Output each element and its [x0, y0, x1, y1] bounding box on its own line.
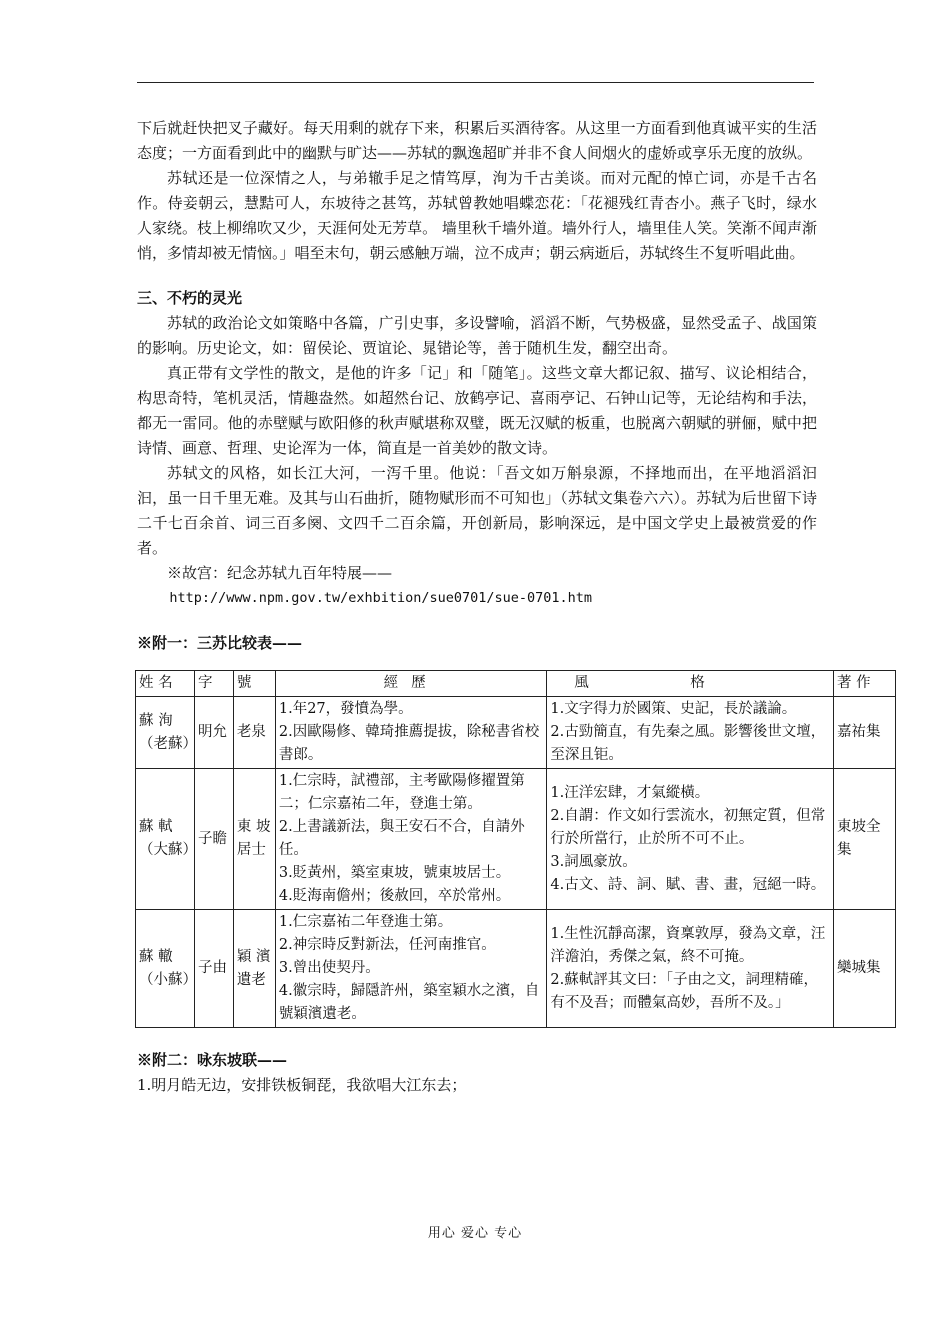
cell-fengge: 1.生性沉靜高潔，資稟敦厚，發為文章，汪洋澹泊，秀傑之氣，終不可掩。 2.蘇軾評其文曰：「子由之文，詞理精確，有不及吾；而體氣高妙，吾所不及。」: [547, 910, 834, 1028]
paragraph-deep-affection: 苏轼还是一位深情之人，与弟辙手足之情笃厚，洵为千古美谈。而对元配的悼亡词，亦是千古名作。侍妾朝云，慧黠可人，东坡待之甚笃，苏轼曾教她唱蝶恋花：「花褪残红青杏小。燕子飞时，绿水人家绕。枝上柳绵吹又少，天涯何处无芳草。 墙里秋千墙外道。墙外行人，墙里佳人笑。笑渐不闻声渐悄，多情却被无情恼。」唱至末句，朝云感触万端，泣不成声；朝云病逝后，苏轼终生不复听唱此曲。: [137, 169, 817, 262]
source-url[interactable]: http://www.npm.gov.tw/exhbition/sue0701/sue-0701.htm: [169, 590, 593, 606]
paragraph-literary-prose: 真正带有文学性的散文，是他的许多「记」和「随笔」。这些文章大都记叙、描写、议论相结合，构思奇特，笔机灵活，情趣盎然。如超然台记、放鹤亭记、喜雨亭记、石钟山记等，无论结构和手法，都无一雷同。他的赤壁赋与欧阳修的秋声赋堪称双璧，既无汉赋的板重，也脱离六朝赋的骈俪，赋中把诗情、画意、哲理、史论浑为一体，简直是一首美妙的散文诗。: [137, 364, 817, 457]
header-hao: 號: [233, 671, 275, 697]
comparison-table: [135, 670, 896, 1028]
header-rule: [137, 82, 814, 83]
couplet-line: 1.明月皓无边，安排铁板铜琵，我欲唱大江东去；: [137, 1076, 467, 1094]
cell-works: 東坡全集: [834, 769, 896, 910]
cell-zi: 子由: [194, 910, 233, 1028]
cell-fengge: 1.文字得力於國策、史記，長於議論。 2.古勁簡直，有先秦之風。影響後世文壇，至深且钜。: [547, 697, 834, 769]
cell-name: 蘇 洵 （老蘇）: [136, 697, 195, 769]
table-row: [136, 769, 896, 910]
header-works: 著 作: [834, 671, 896, 697]
cell-hao: 東 坡 居士: [233, 769, 275, 910]
paragraph-continuation: 下后就赶快把叉子藏好。每天用剩的就存下来，积累后买酒待客。从这里一方面看到他真诚平实的生活态度；一方面看到此中的幽默与旷达——苏轼的飘逸超旷并非不食人间烟火的虚娇或享乐无度的放纵。: [137, 119, 817, 162]
cell-jingli: 1.仁宗時，試禮部，主考歐陽修擢置第二；仁宗嘉祐二年，登進士第。 2.上書議新法，與王安石不合，自請外任。 3.貶黃州，築室東坡，號東坡居士。 4.貶海南儋州；後赦回，卒於常州。: [275, 769, 547, 910]
document-body: [137, 116, 881, 1098]
appendix2-heading: ※附二：咏东坡联——: [137, 1051, 288, 1069]
cell-zi: 子瞻: [194, 769, 233, 910]
page-footer: 用心 爱心 专心: [427, 1226, 523, 1241]
table-header-row: [136, 671, 896, 697]
header-jingli: 經歷: [275, 671, 547, 697]
cell-jingli: 1.仁宗嘉祐二年登進士第。 2.神宗時反對新法，任河南推官。 3.曾出使契丹。 4.徽宗時，歸隱許州，築室穎水之濱，自號穎濱遺老。: [275, 910, 547, 1028]
appendix1-heading: ※附一：三苏比较表——: [137, 634, 303, 652]
cell-name: 蘇 轍 （小蘇）: [136, 910, 195, 1028]
cell-name: 蘇 軾 （大蘇）: [136, 769, 195, 910]
cell-fengge: 1.汪洋宏肆，才氣縱橫。 2.自謂：作文如行雲流水，初無定質，但常行於所當行，止於所不可不止。 3.詞風豪放。 4.古文、詩、詞、賦、書、畫，冠絕一時。: [547, 769, 834, 910]
cell-jingli: 1.年27，發憤為學。 2.因歐陽修、韓琦推薦提拔，除秘書省校書郎。: [275, 697, 547, 769]
table-row: [136, 697, 896, 769]
cell-works: 欒城集: [834, 910, 896, 1028]
header-fengge: 風格: [547, 671, 834, 697]
table-row: [136, 910, 896, 1028]
paragraph-style: 苏轼文的风格，如长江大河，一泻千里。他说：「吾文如万斛泉源，不择地而出，在平地滔滔汩汩，虽一日千里无难。及其与山石曲折，随物赋形而不可知也」（苏轼文集卷六六）。苏轼为后世留下诗二千七百余首、词三百多阕、文四千二百余篇，开创新局，影响深远，是中国文学史上最被赏爱的作者。: [137, 464, 817, 557]
cell-zi: 明允: [194, 697, 233, 769]
header-name: 姓 名: [136, 671, 195, 697]
source-label: ※故宫：纪念苏轼九百年特展——: [167, 564, 393, 582]
header-zi: 字: [194, 671, 233, 697]
cell-hao: 穎 濱 遺老: [233, 910, 275, 1028]
section-heading: 三、不朽的灵光: [137, 289, 243, 307]
cell-hao: 老泉: [233, 697, 275, 769]
paragraph-political-essays: 苏轼的政治论文如策略中各篇，广引史事，多设譬喻，滔滔不断，气势极盛，显然受孟子、战国策的影响。历史论文，如：留侯论、贾谊论、晁错论等，善于随机生发，翻空出奇。: [137, 314, 817, 357]
cell-works: 嘉祐集: [834, 697, 896, 769]
